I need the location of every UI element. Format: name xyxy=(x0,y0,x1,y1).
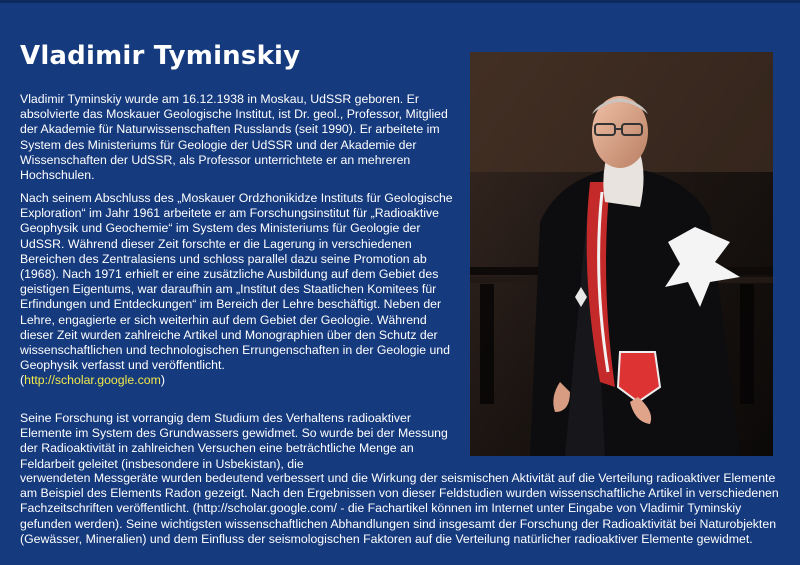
bio-paragraph-3-start: Seine Forschung ist vorrangig dem Studium des Verhaltens radioaktiver Elemente im System des Grundwassers gewidmet. So wurde bei der Messung der Radioaktivität in zahlreichen Versuchen eine beträchtliche Menge an Feldarbeit geleitet (insbesondere in Usbekistan), die xyxy=(20,411,448,471)
link-close-paren: ) xyxy=(160,373,165,388)
scholar-link[interactable]: http://scholar.google.com xyxy=(24,373,161,388)
portrait-photo xyxy=(470,52,773,456)
bio-paragraph-1: Vladimir Tyminskiy wurde am 16.12.1938 in Moskau, UdSSR geboren. Er absolvierte das Moskauer Geologische Institut, ist Dr. geol., Professor, Mitglied der Akademie für Naturwissenschaften Russlands (seit 1990). Er arbeitete im System des Ministeriums für Geologie der UdSSR und der Akademie der Wissenschaften der UdSSR, als Professor unterrichtete er an mehreren Hochschulen. xyxy=(20,92,448,183)
page-title: Vladimir Tyminskiy xyxy=(20,41,301,71)
link-open-paren: ( xyxy=(20,373,25,388)
portrait-illustration xyxy=(470,52,773,456)
bio-paragraph-3-end: verwendeten Messgeräte wurden bedeutend verbessert und die Wirkung der seismischen Aktivität auf die Verteilung radioaktiver Elemente am Beispiel des Elements Radon gezeigt. Nach den Ergebnissen von dieser Feldstudien wurden wissenschaftliche Artikel in verschiedenen Fachzeitschriften veröffentlicht. (http://scholar.google.com/ - die Fachartikel können im Internet unter Eingabe von Vladimir Tyminskiy gefunden werden). Seine wichtigsten wissenschaftlichen Abhandlungen sind insgesamt der Forschung der Radioaktivität bei Naturobjekten (Gewässer, Mineralien) und dem Einfluss der seismologischen Faktoren auf die Verteilung natürlicher radioaktiver Elemente gewidmet. xyxy=(20,471,779,546)
bio-paragraph-2 xyxy=(20,191,460,389)
bio-paragraph-2-text: Nach seinem Abschluss des „Moskauer Ordzhonikidze Instituts für Geologische Exploration“ im Jahr 1961 arbeitete er am Forschungsinstitut für „Radioaktive Geophysik und Geochemie“ im System des Ministeriums für Geologie der UdSSR. Während dieser Zeit forschte er die Lagerung in verschiedenen Bereichen des Zentralasiens und schloss parallel dazu seine Promotion ab (1968). Nach 1971 erhielt er eine zusätzliche Ausbildung auf dem Gebiet des geistigen Eigentums, war daraufhin am „Institut des Staatlichen Komitees für Erfindungen und Entdeckungen“ im Bereich der Lehre beschäftigt. Neben der Lehre, engagierte er sich weiterhin auf dem Gebiet der Geologie. Während dieser Zeit wurden zahlreiche Artikel und Monographien über den Schutz der wissenschaftlichen und technologischen Errungenschaften in der Geologie und Geophysik verfasst und veröffentlicht. xyxy=(20,191,453,373)
